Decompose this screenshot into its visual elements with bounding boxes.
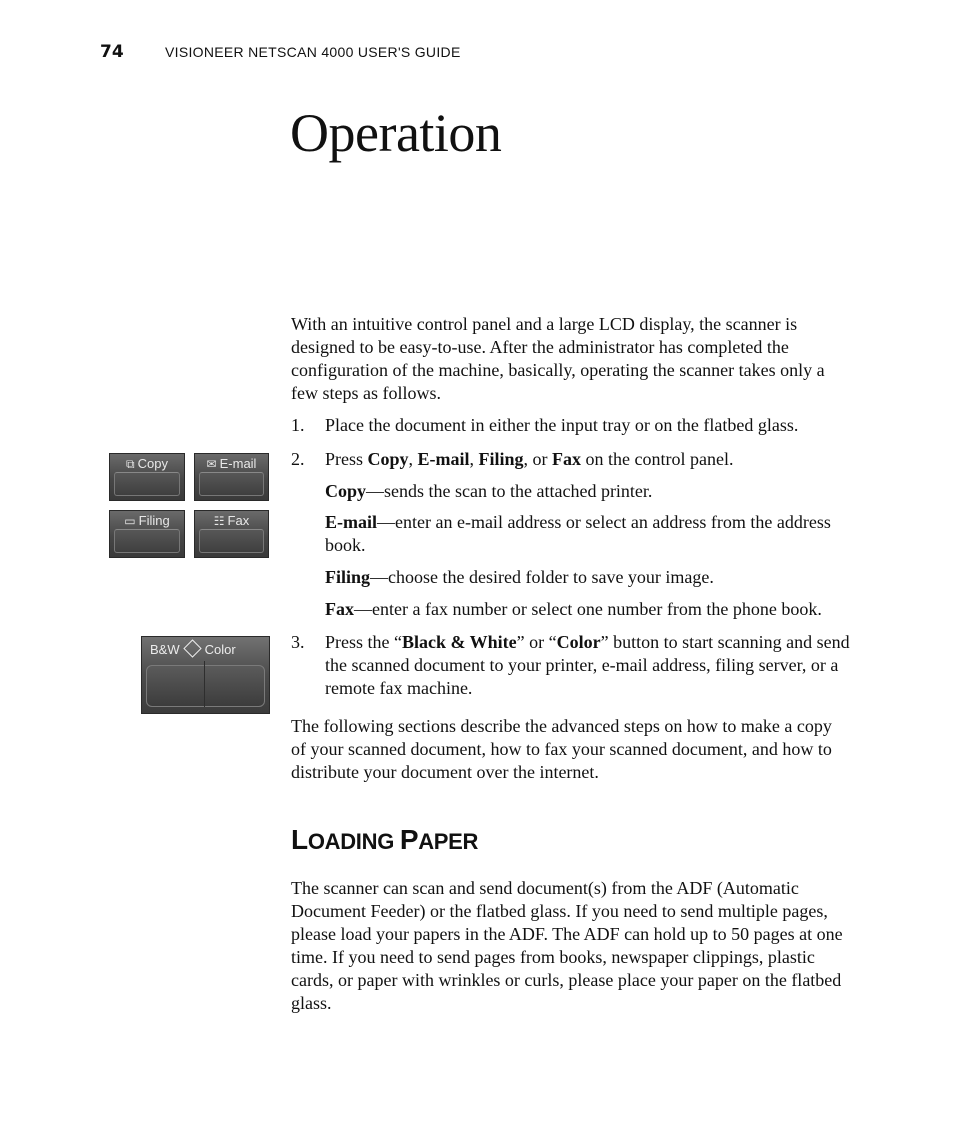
- email-button-label: E-mail: [219, 456, 257, 471]
- term-copy: Copy: [367, 449, 409, 469]
- step-text-part: on the control panel.: [581, 449, 734, 469]
- term-filing: Filing: [478, 449, 524, 469]
- definition: —choose the desired folder to save your image.: [370, 567, 714, 587]
- copy-button-label: Copy: [137, 456, 168, 471]
- heading-initial: L: [291, 824, 308, 855]
- term: E-mail: [325, 512, 377, 532]
- intro-paragraph: With an intuitive control panel and a large LCD display, the scanner is designed to be easy-to-use. After the administrator has completed the configuration of the machine, basically, operating the scanner takes only a few steps as follows.: [291, 314, 825, 403]
- copy-description: [325, 480, 853, 503]
- step-number: 1.: [291, 415, 305, 435]
- bw-color-button-image: [141, 636, 270, 714]
- term: Filing: [325, 567, 371, 587]
- chapter-title: Operation: [290, 103, 502, 163]
- term-fax: Fax: [552, 449, 582, 469]
- envelope-icon: ✉: [206, 457, 217, 471]
- heading-word: OADING: [307, 829, 395, 854]
- step-text-part: , or: [523, 449, 553, 469]
- following-paragraph: The following sections describe the advanced steps on how to make a copy of your scanned document, how to fax your scanned document, and how to distribute your document over the internet.: [291, 716, 832, 782]
- color-button-label: Color: [204, 642, 236, 657]
- heading-initial: P: [399, 824, 419, 855]
- copy-button-image: [109, 453, 185, 501]
- section-heading: [291, 824, 478, 856]
- fax-icon: ☷: [213, 514, 225, 528]
- fax-button-image: [194, 510, 269, 558]
- step-text-part: ,: [469, 449, 479, 469]
- filing-description: [325, 566, 853, 589]
- step-text-part: ,: [408, 449, 418, 469]
- definition: —sends the scan to the attached printer.: [366, 481, 653, 501]
- filing-button-image: [109, 510, 185, 558]
- start-diamond-icon: [183, 639, 201, 657]
- step-text-part: ” or “: [516, 632, 557, 652]
- step-text-part: Press the “: [325, 632, 402, 652]
- email-button-image: [194, 453, 269, 501]
- term-color: Color: [556, 632, 601, 652]
- loading-paper-paragraph: The scanner can scan and send document(s) from the ADF (Automatic Document Feeder) or the flatbed glass. If you need to send multiple pages, please load your papers in the ADF. The ADF can hold up to 50 pages at one time. If you need to send pages from books, newspaper clippings, plastic cards, or paper with wrinkles or curls, please place your paper on the flatbed glass.: [291, 878, 843, 1013]
- copy-icon: ⧉: [126, 457, 135, 471]
- step-text: [325, 631, 855, 700]
- definition: —enter an e-mail address or select an address from the address book.: [325, 512, 831, 555]
- term-email: E-mail: [417, 449, 470, 469]
- step-number: 3.: [291, 632, 305, 652]
- bw-button-label: B&W: [150, 642, 180, 657]
- step-text: [325, 448, 855, 471]
- term-black-white: Black & White: [401, 632, 517, 652]
- step-number: 2.: [291, 449, 305, 469]
- page-number: 74: [100, 42, 124, 62]
- email-description: [325, 511, 853, 557]
- heading-word: APER: [418, 829, 479, 854]
- filing-button-label: Filing: [138, 513, 170, 528]
- definition: —enter a fax number or select one number from the phone book.: [354, 599, 822, 619]
- step-text: Place the document in either the input tray or on the flatbed glass.: [325, 415, 799, 435]
- step-text-part: ” button to start scanning and send the scanned document to your printer, e-mail address, filing server, or a remote fax machine.: [325, 632, 850, 698]
- step-text-part: Press: [325, 449, 368, 469]
- fax-description: [325, 598, 853, 621]
- running-head-title: VISIONEER NETSCAN 4000 USER'S GUIDE: [165, 44, 461, 60]
- term: Copy: [325, 481, 367, 501]
- folder-icon: ▭: [124, 514, 136, 528]
- term: Fax: [325, 599, 354, 619]
- fax-button-label: Fax: [227, 513, 250, 528]
